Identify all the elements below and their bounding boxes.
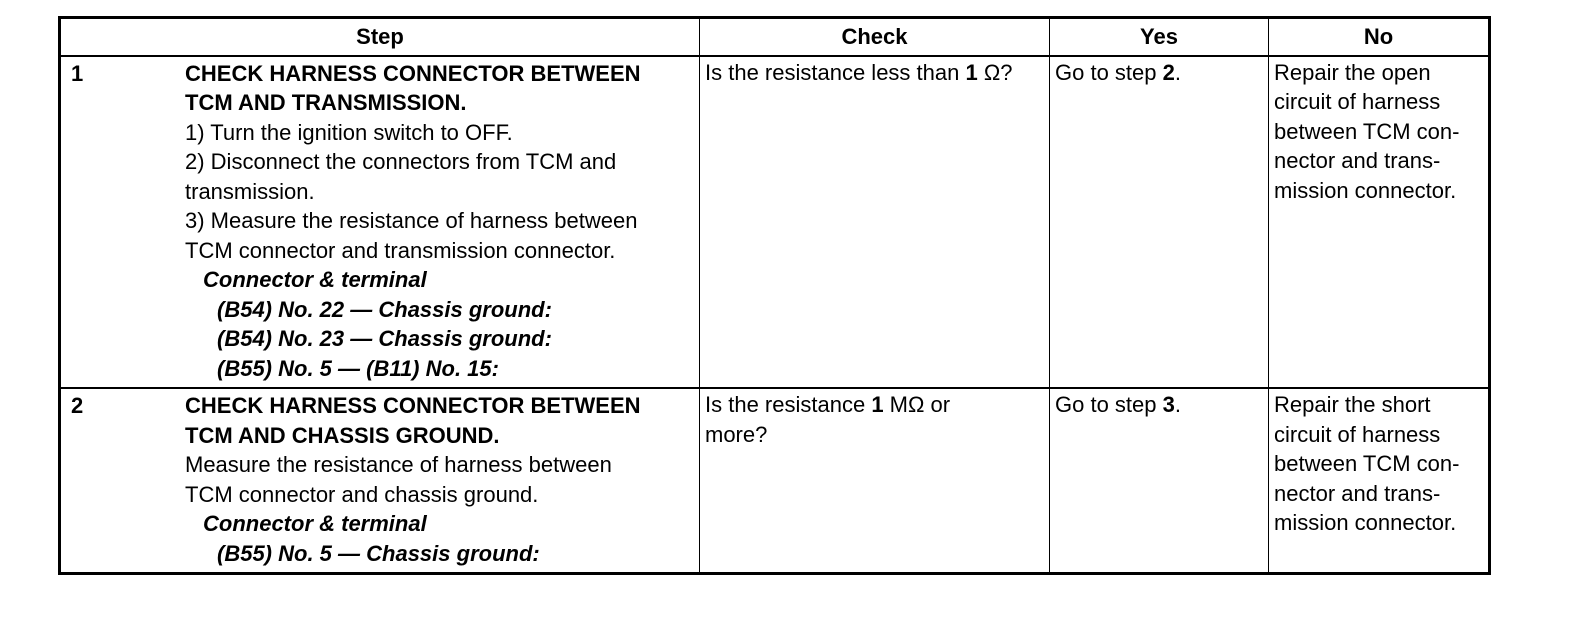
- check-value: 1: [965, 59, 978, 85]
- step-instruction: Measure the resistance of harness between: [185, 452, 612, 477]
- connector-terminal-item: (B55) No. 5 — (B11) No. 15:: [217, 355, 499, 381]
- check-value: 1: [871, 392, 884, 417]
- yes-step-number: 3: [1162, 392, 1175, 417]
- no-text: nector and trans-: [1274, 148, 1441, 173]
- yes-step-number: 2: [1162, 59, 1175, 85]
- check-text: more?: [705, 421, 768, 447]
- check-text: Is the resistance less than: [705, 59, 966, 85]
- no-cell: [1269, 388, 1490, 574]
- step-cell: [60, 56, 700, 389]
- step-instruction: TCM connector and transmission connector.: [185, 237, 616, 263]
- connector-terminal-item: (B54) No. 23 — Chassis ground:: [217, 326, 552, 351]
- connector-terminal-heading: Connector & terminal: [203, 267, 427, 292]
- check-line: [705, 390, 1044, 420]
- no-text: between TCM con-: [1274, 118, 1460, 144]
- table-row-step-2: [60, 388, 1490, 574]
- yes-text: Go to step: [1055, 59, 1163, 85]
- yes-text: .: [1174, 59, 1181, 85]
- step-number: 1: [71, 60, 84, 86]
- no-text: between TCM con-: [1274, 451, 1460, 476]
- check-text: Is the resistance: [705, 392, 872, 417]
- table-row-step-1: [60, 56, 1490, 389]
- step-title: TCM AND CHASSIS GROUND.: [185, 422, 500, 448]
- connector-terminal-item: (B54) No. 22 — Chassis ground:: [217, 296, 552, 322]
- no-text: nector and trans-: [1274, 480, 1441, 506]
- no-text: Repair the open: [1274, 59, 1431, 85]
- step-instruction: 3) Measure the resistance of harness between: [185, 208, 638, 233]
- step-instruction: transmission.: [185, 178, 315, 204]
- step-body: [185, 58, 694, 386]
- step-title: TCM AND TRANSMISSION.: [185, 90, 467, 115]
- step-title: CHECK HARNESS CONNECTOR BETWEEN: [185, 60, 641, 86]
- step-title: CHECK HARNESS CONNECTOR BETWEEN: [185, 393, 641, 418]
- step-body: [185, 390, 694, 570]
- check-text: MΩ or: [883, 392, 951, 417]
- check-text: Ω?: [977, 59, 1013, 85]
- step-number: 2: [71, 393, 84, 418]
- check-cell: [700, 388, 1050, 574]
- yes-text: .: [1174, 392, 1181, 417]
- yes-cell: [1050, 388, 1269, 574]
- step-instruction: 2) Disconnect the connectors from TCM and: [185, 149, 617, 174]
- check-cell: [700, 56, 1050, 389]
- step-instruction: 1) Turn the ignition switch to OFF.: [185, 119, 513, 145]
- header-check: Check: [700, 18, 1050, 56]
- yes-text: Go to step: [1055, 392, 1163, 417]
- header-no: No: [1269, 18, 1490, 56]
- connector-terminal-item: (B55) No. 5 — Chassis ground:: [217, 540, 540, 566]
- diagnostic-table: [58, 16, 1491, 575]
- table-header-row: [60, 18, 1490, 56]
- no-text: Repair the short: [1274, 392, 1431, 417]
- no-text: mission connector.: [1274, 510, 1457, 535]
- step-instruction: TCM connector and chassis ground.: [185, 481, 539, 507]
- document-page: [58, 16, 1488, 575]
- step-cell: [60, 388, 700, 574]
- no-cell: [1269, 56, 1490, 389]
- header-step: Step: [60, 18, 700, 56]
- header-yes: Yes: [1050, 18, 1269, 56]
- no-text: circuit of harness: [1274, 89, 1441, 114]
- no-text: mission connector.: [1274, 177, 1457, 203]
- yes-cell: [1050, 56, 1269, 389]
- connector-terminal-heading: Connector & terminal: [203, 511, 427, 536]
- no-text: circuit of harness: [1274, 421, 1441, 447]
